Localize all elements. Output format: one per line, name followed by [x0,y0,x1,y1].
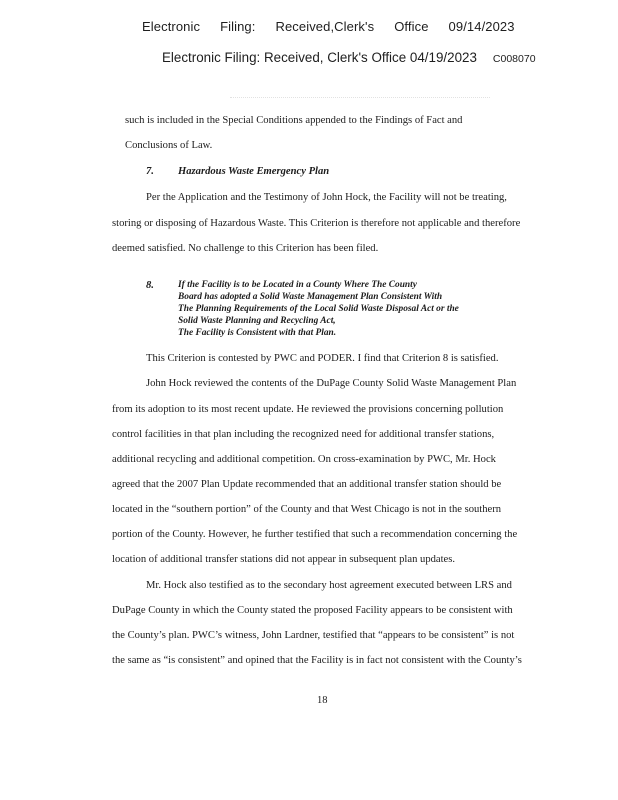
section-number-8: 8. [146,280,154,291]
body-line: storing or disposing of Hazardous Waste. This Criterion is therefore not applicable and therefore [112,218,521,229]
body-line: such is included in the Special Conditions appended to the Findings of Fact and [125,115,463,126]
body-line: control facilities in that plan including the recognized need for additional transfer stations, [112,429,495,440]
body-line: Conclusions of Law. [125,140,213,151]
body-line: Per the Application and the Testimony of John Hock, the Facility will not be treating, [146,192,507,203]
section-title-8-line: Solid Waste Planning and Recycling Act, [178,316,336,326]
body-line: DuPage County in which the County stated the proposed Facility appears to be consistent with [112,605,513,616]
section-title-7: Hazardous Waste Emergency Plan [178,166,330,177]
body-line: John Hock reviewed the contents of the DuPage County Solid Waste Management Plan [146,378,517,389]
page-number: 18 [317,695,328,706]
section-title-8-line: The Planning Requirements of the Local Solid Waste Disposal Act or the [178,304,459,314]
faint-scan-artifact [230,97,490,102]
body-line: from its adoption to its most recent update. He reviewed the provisions concerning pollution [112,404,504,415]
section-title-8-line: If the Facility is to be Located in a County Where The County [178,280,417,290]
stamp-word: Electronic [142,19,201,34]
section-title-8-line: Board has adopted a Solid Waste Management Plan Consistent With [178,292,443,302]
body-line: location of additional transfer stations did not appear in subsequent plan updates. [112,554,456,565]
stamp-word: Filing: [220,19,256,34]
body-line: portion of the County. However, he further testified that such a recommendation concerning the [112,529,518,540]
body-line: Mr. Hock also testified as to the secondary host agreement executed between LRS and [146,580,512,591]
body-line: agreed that the 2007 Plan Update recommended that an additional transfer station should be [112,479,502,490]
stamp-date: 09/14/2023 [448,19,515,34]
stamp-word: Office [394,19,429,34]
body-line: the County’s plan. PWC’s witness, John Lardner, testified that “appears to be consistent” is not [112,630,515,641]
section-title-8-line: The Facility is Consistent with that Plan. [178,328,337,338]
body-line: additional recycling and additional competition. On cross-examination by PWC, Mr. Hock [112,454,496,465]
body-line: deemed satisfied. No challenge to this Criterion has been filed. [112,243,379,254]
stamp-word: Received,Clerk's [275,19,375,34]
document-code: C008070 [492,53,536,65]
stamp-text: Electronic Filing: Received, Clerk's Office 04/19/2023 [162,50,477,65]
section-number-7: 7. [146,166,154,177]
body-line: the same as “is consistent” and opined that the Facility is in fact not consistent with the County’s [112,655,522,666]
body-line: This Criterion is contested by PWC and PODER. I find that Criterion 8 is satisfied. [146,353,499,364]
body-line: located in the “southern portion” of the County and that West Chicago is not in the southern [112,504,502,515]
